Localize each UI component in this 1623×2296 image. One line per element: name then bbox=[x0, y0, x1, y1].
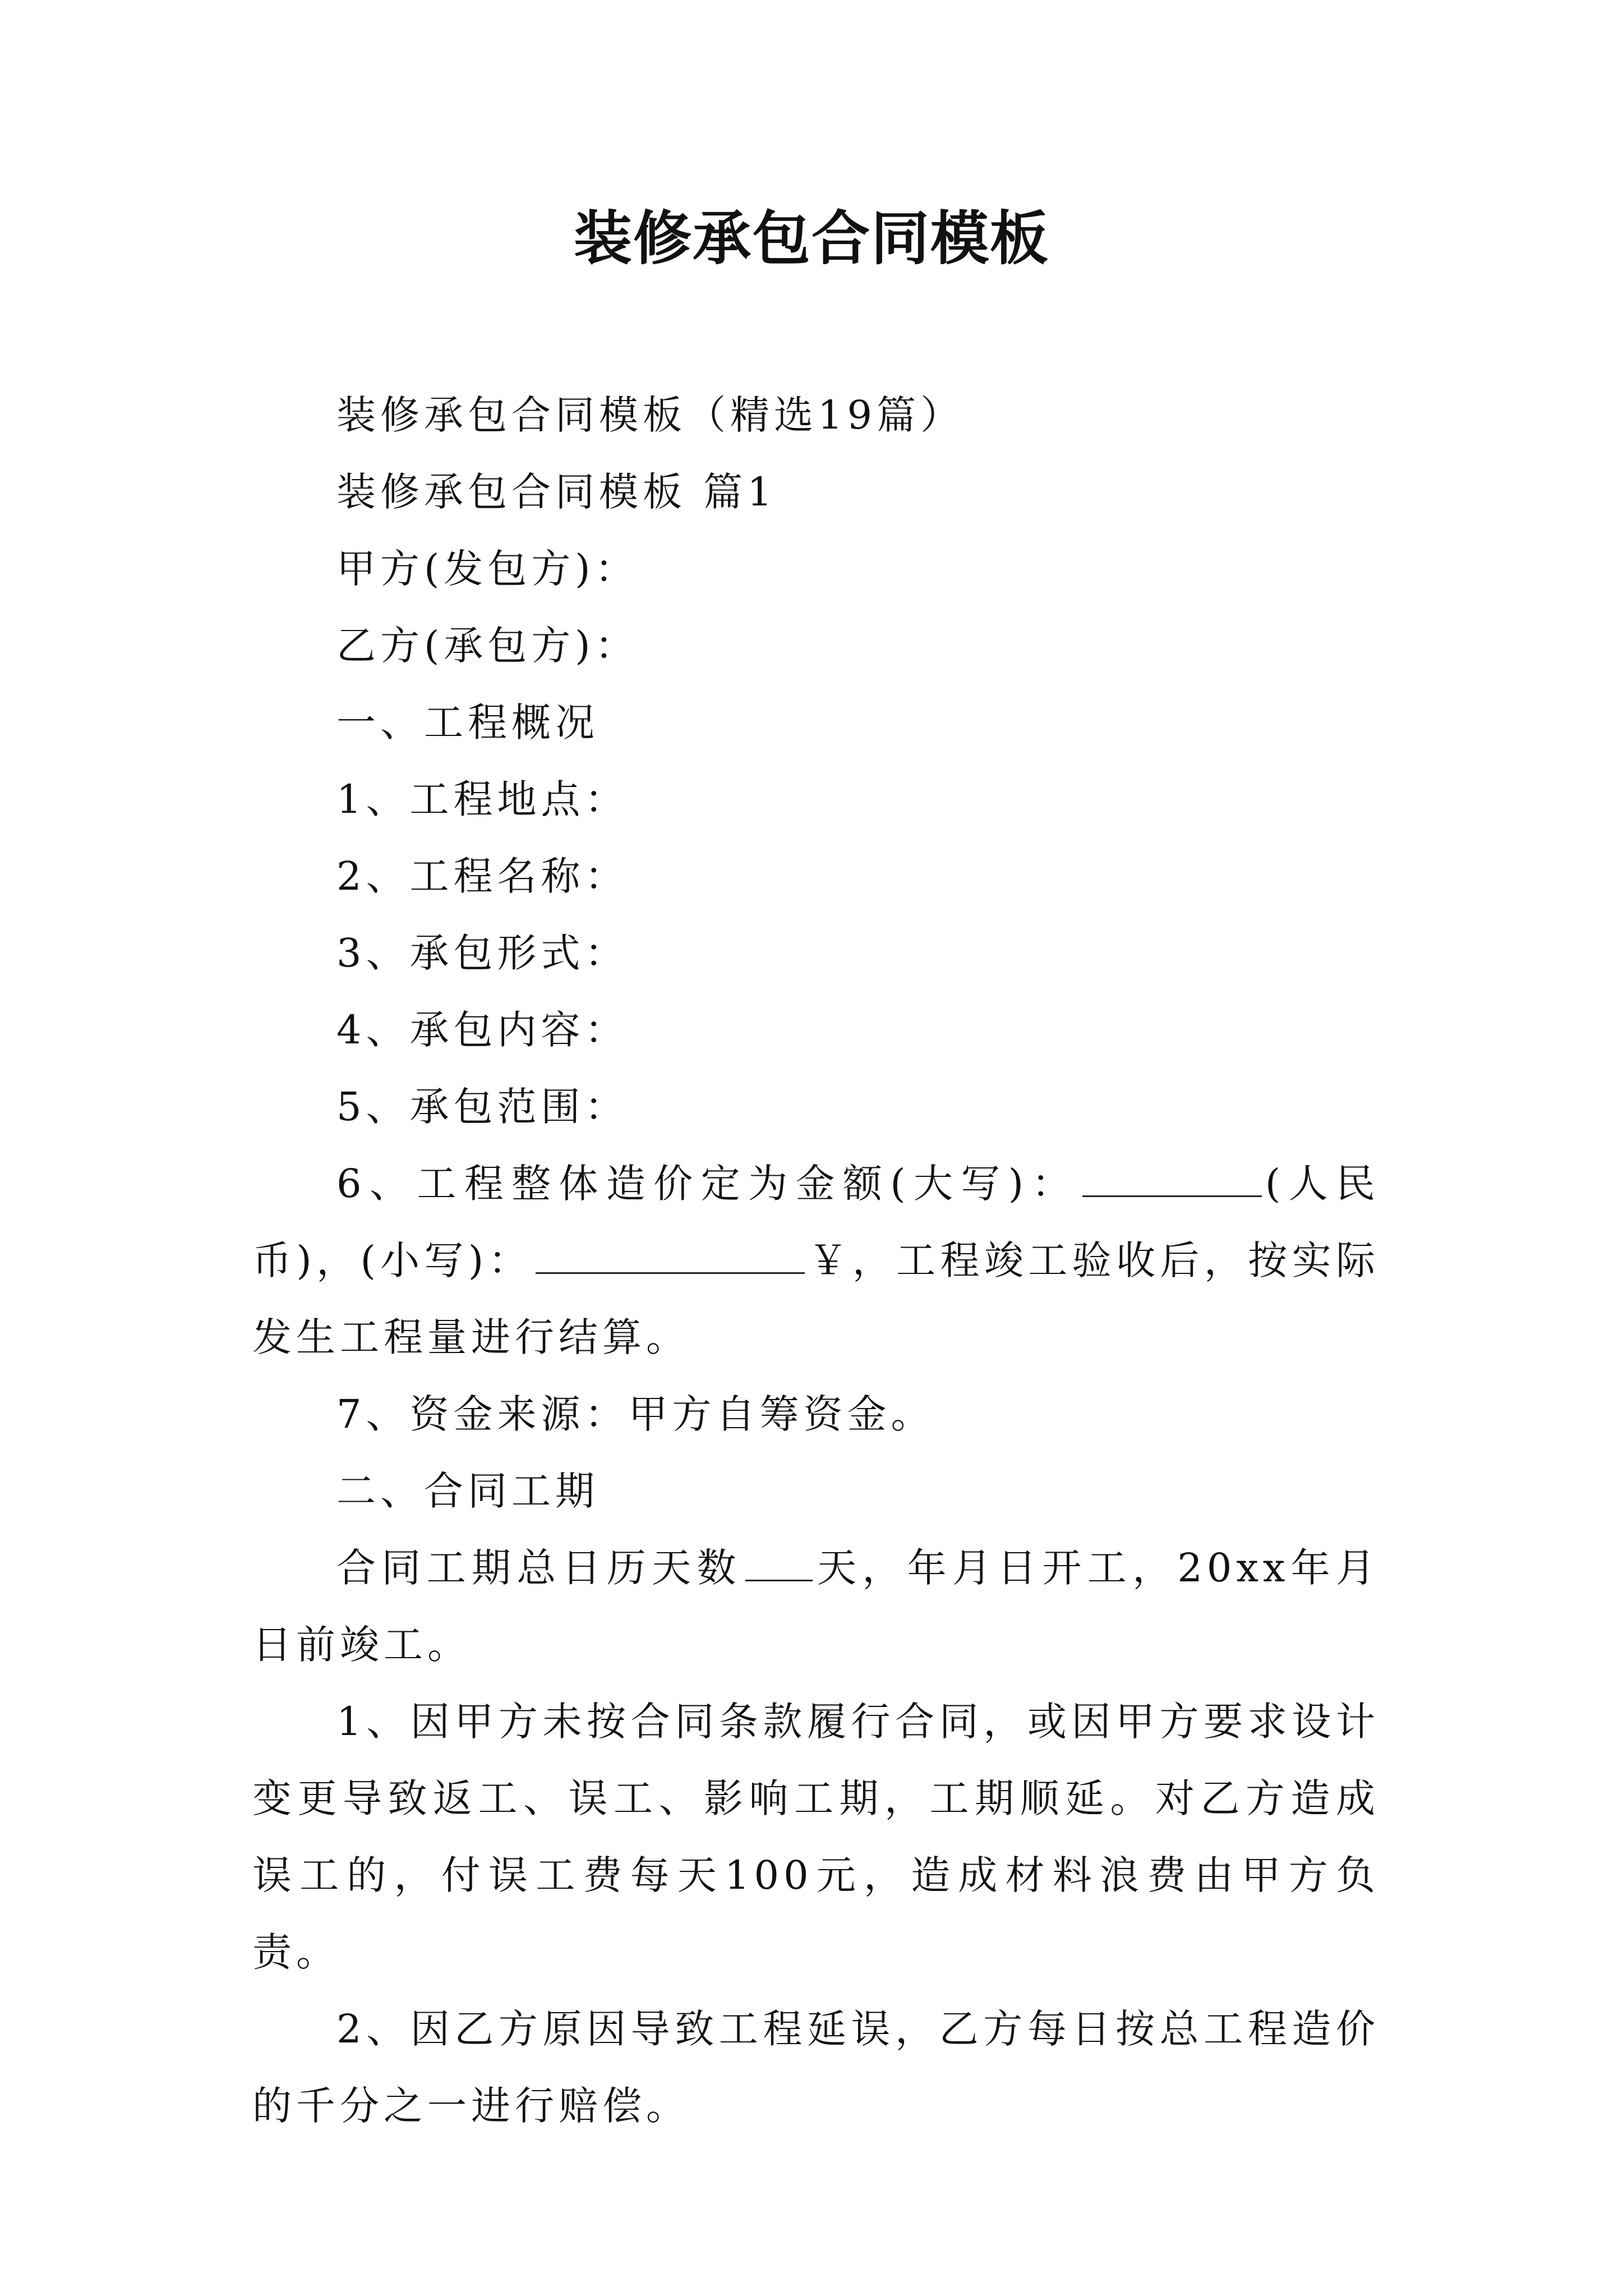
price-text-part3: ￥，工程竣工验收后，按实际发生工程量进行结算。 bbox=[252, 1237, 1380, 1360]
paragraph-location: 1、工程地点： bbox=[336, 776, 629, 822]
paragraph-project-name: 2、工程名称： bbox=[336, 853, 629, 899]
paragraph-total-price bbox=[252, 1145, 1380, 1376]
paragraph-contract-content: 4、承包内容： bbox=[336, 1007, 629, 1053]
paragraph-section-heading: 装修承包合同模板 篇1 bbox=[336, 469, 777, 515]
paragraph-duration bbox=[252, 1530, 1380, 1683]
price-uppercase-blank bbox=[1082, 1161, 1262, 1197]
document-body bbox=[252, 377, 1380, 2145]
paragraph-subtitle: 装修承包合同模板（精选19篇） bbox=[336, 392, 965, 438]
price-text-part2: (人民币)，(小写)： bbox=[252, 1161, 1380, 1283]
price-text-part1: 6、工程整体造价定为金额(大写)： bbox=[336, 1161, 1079, 1207]
duration-text-part2: 天，年月日开工，20xx年月日前竣工。 bbox=[252, 1545, 1380, 1668]
paragraph-contract-scope: 5、承包范围： bbox=[336, 1084, 629, 1130]
paragraph-heading-overview: 一、工程概况 bbox=[336, 700, 599, 746]
paragraph-delay-party-b: 2、因乙方原因导致工程延误，乙方每日按总工程造价的千分之一进行赔偿。 bbox=[252, 2006, 1380, 2129]
paragraph-funding-source: 7、资金来源：甲方自筹资金。 bbox=[336, 1391, 935, 1437]
paragraph-contract-form: 3、承包形式： bbox=[336, 930, 629, 976]
paragraph-party-a: 甲方(发包方)： bbox=[336, 546, 639, 592]
price-lowercase-blank bbox=[536, 1237, 805, 1274]
paragraph-heading-duration: 二、合同工期 bbox=[336, 1468, 599, 1514]
paragraph-party-b: 乙方(承包方)： bbox=[336, 623, 639, 669]
paragraph-delay-party-a: 1、因甲方未按合同条款履行合同，或因甲方要求设计变更导致返工、误工、影响工期，工期顺延。对乙方造成误工的，付误工费每天100元，造成材料浪费由甲方负责。 bbox=[252, 1699, 1380, 1975]
duration-days-blank bbox=[745, 1545, 813, 1581]
duration-text-part1: 合同工期总日历天数 bbox=[336, 1545, 742, 1591]
document-title: 装修承包合同模板 bbox=[573, 204, 1049, 273]
